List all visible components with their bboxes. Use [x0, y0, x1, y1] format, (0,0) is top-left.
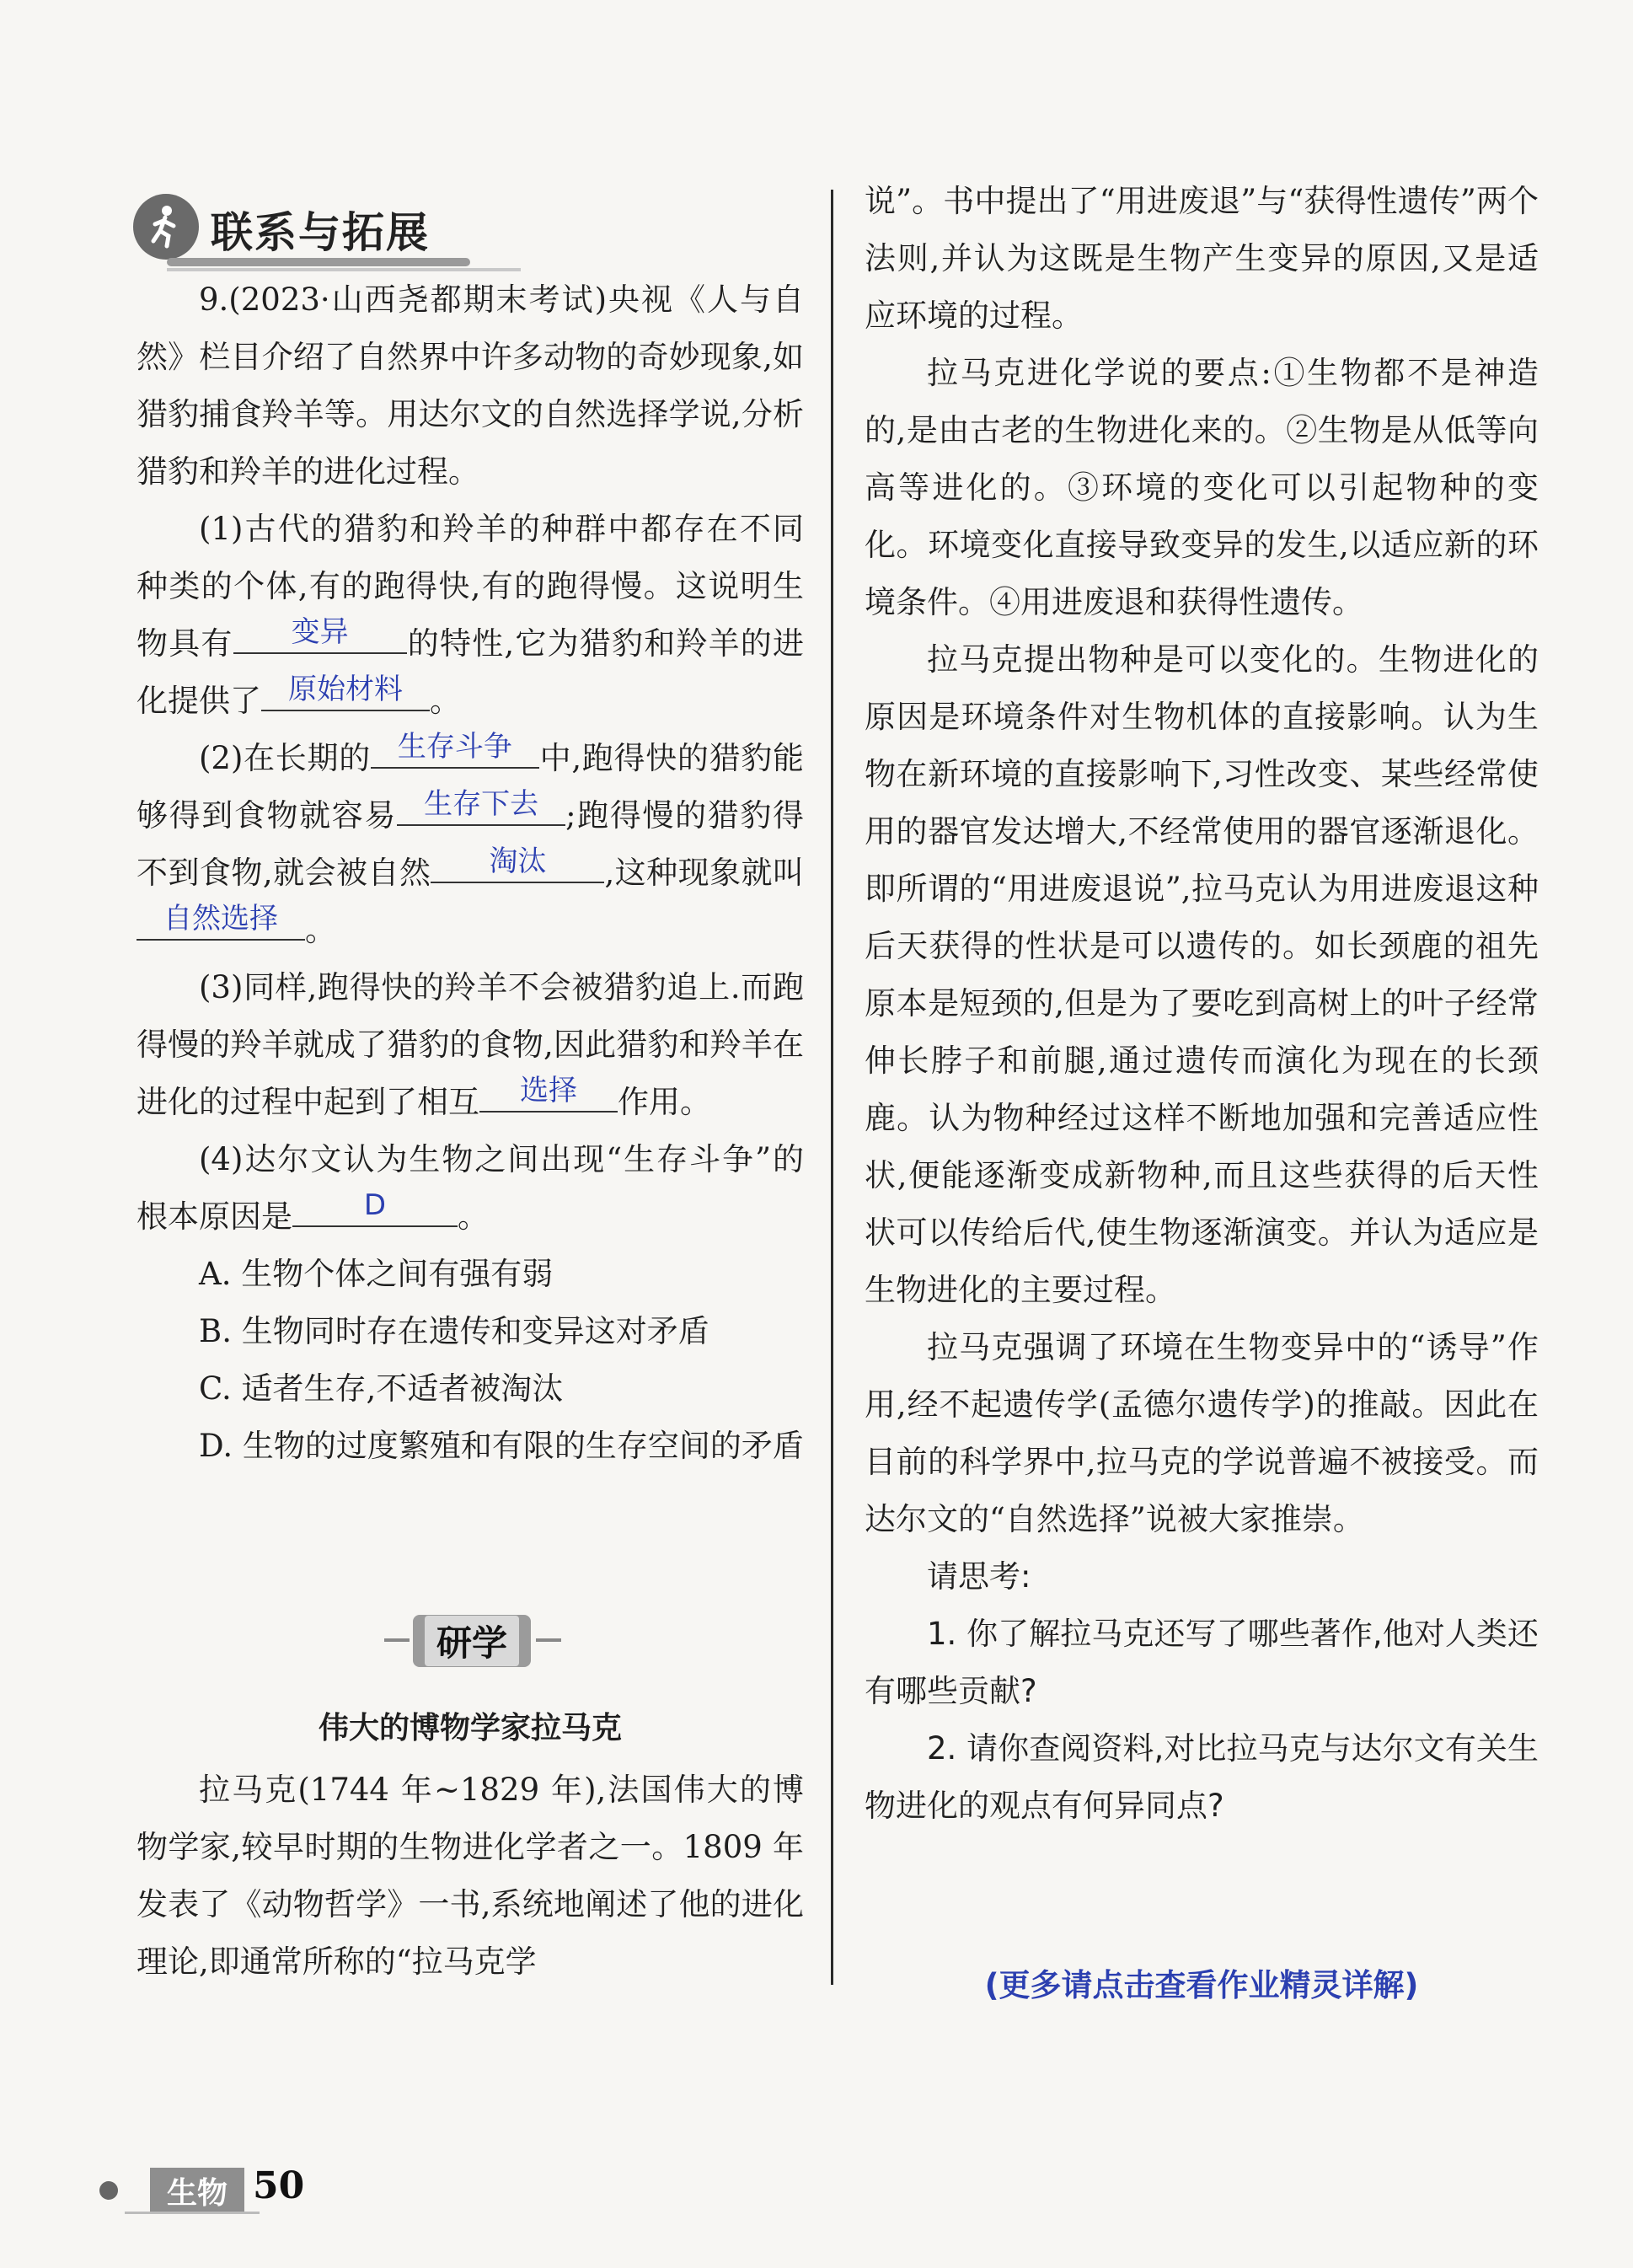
answer-blank-2	[261, 673, 430, 711]
footer-rule	[125, 2212, 260, 2214]
answer-text: D	[363, 1188, 387, 1222]
option-d: D. 生物的过度繁殖和有限的生存空间的矛盾	[199, 1428, 804, 1464]
answer-blank-4	[397, 787, 565, 826]
answer-blank-5	[431, 844, 604, 883]
answer-text: 自然选择	[163, 902, 278, 936]
answer-text: 变异	[291, 615, 349, 649]
q2-text-e: 。	[305, 912, 336, 948]
article-paragraph-3: 拉马克提出物种是可以变化的。生物进化的原因是环境条件对生物机体的直接影响。认为生物在新环境的直接影响下,习性改变、某些经常使用的器官发达增大,不经常使用的器官逐渐退化。即所谓的“用进废退说”,拉马克认为用进废退这种后天获得的性状是可以遗传的。如长颈鹿的祖先原本是短颈的,但是为了要吃到高树上的叶子经常伸长脖子和前腿,通过遗传而演化为现在的长颈鹿。认为物种经过这样不断地加强和完善适应性状,便能逐渐变成新物种,而且这些获得的后天性状可以传给后代,使生物逐渐演变。并认为适应是生物进化的主要过程。	[865, 641, 1539, 1308]
answer-text: 选择	[520, 1074, 577, 1107]
runner-icon	[133, 194, 199, 260]
page-number: 50	[253, 2164, 305, 2207]
think-question-1: 1. 你了解拉马克还写了哪些著作,他对人类还有哪些贡献?	[865, 1616, 1539, 1709]
section-title: 联系与拓展	[211, 208, 430, 257]
question-stem: 9.(2023·山西尧都期末考试)央视《人与自然》栏目介绍了自然界中许多动物的奇妙现象,如猎豹捕食羚羊等。用达尔文的自然选择学说,分析猎豹和羚羊的进化过程。	[137, 281, 804, 490]
answer-text: 淘汰	[489, 844, 547, 878]
answer-blank-7	[479, 1074, 618, 1113]
think-label: 请思考:	[927, 1558, 1031, 1595]
q1-text-c: 。	[430, 683, 461, 719]
label-box	[413, 1615, 531, 1667]
q2-text-d: ,这种现象就叫	[604, 855, 804, 891]
more-details-link[interactable]: (更多请点击查看作业精灵详解)	[984, 1967, 1419, 2003]
answer-blank-6	[137, 902, 305, 941]
column-divider	[831, 190, 833, 1985]
option-c: C. 适者生存,不适者被淘汰	[199, 1370, 564, 1407]
article-paragraph-1: 拉马克(1744 年~1829 年),法国伟大的博物学家,较早时期的生物进化学者之一。1809 年发表了《动物哲学》一书,系统地阐述了他的进化理论,即通常所称的“拉马克学	[137, 1772, 804, 1980]
answer-blank-8	[292, 1188, 458, 1227]
q1-text-a: (1)古代的猎豹和羚羊的种群中都存在不同种类的个体,有的跑得快,有的跑得慢。这说明生物具有	[137, 511, 804, 662]
sub-question-3	[137, 959, 804, 1131]
answer-text: 生存斗争	[397, 730, 512, 764]
sub-question-2	[137, 730, 804, 959]
q1-text-b: 的特性,它为猎豹和羚羊的进化提供了	[137, 625, 804, 719]
article-left-column	[137, 1761, 804, 1991]
option-a: A. 生物个体之间有强有弱	[199, 1256, 554, 1292]
q4-text-b: 。	[458, 1198, 489, 1235]
footer-dot-icon	[99, 2181, 118, 2200]
q3-text-a: (3)同样,跑得快的羚羊不会被猎豹追上.而跑得慢的羚羊就成了猎豹的食物,因此猎豹和羚羊在进化的过程中起到了相互	[137, 969, 804, 1120]
article-paragraph-2: 拉马克进化学说的要点:①生物都不是神造的,是由古老的生物进化来的。②生物是从低等向高等进化的。③环境的变化可以引起物种的变化。环境变化直接导致变异的发生,以适应新的环境条件。④用进废退和获得性遗传。	[865, 355, 1539, 620]
label-text: 研学	[425, 1616, 519, 1666]
article-continuation: 说”。书中提出了“用进废退”与“获得性遗传”两个法则,并认为这既是生物产生变异的原因,又是适应环境的过程。	[865, 183, 1539, 334]
section-banner	[133, 187, 487, 271]
q2-text-a: (2)在长期的	[199, 740, 371, 776]
answer-text: 生存下去	[424, 787, 539, 821]
article-paragraph-4: 拉马克强调了环境在生物变异中的“诱导”作用,经不起遗传学(孟德尔遗传学)的推敲。因此在目前的科学界中,拉马克的学说普遍不被接受。而达尔文的“自然选择”说被大家推崇。	[865, 1329, 1539, 1537]
article-title: 伟大的博物学家拉马克	[318, 1711, 622, 1745]
research-section-label	[396, 1611, 548, 1672]
sub-question-4	[137, 1131, 804, 1246]
question-9	[137, 271, 804, 1475]
label-decoration-right	[536, 1638, 561, 1642]
answer-blank-1	[233, 615, 407, 654]
option-b: B. 生物同时存在遗传和变异这对矛盾	[199, 1313, 709, 1349]
q2-text-c: ;跑得慢的猎豹得不到食物,就会被自然	[137, 797, 805, 891]
think-question-2: 2. 请你查阅资料,对比拉马克与达尔文有关生物进化的观点有何异同点?	[865, 1730, 1539, 1824]
sub-question-1	[137, 501, 804, 730]
q4-text-a: (4)达尔文认为生物之间出现“生存斗争”的根本原因是	[137, 1141, 804, 1235]
label-decoration-left	[384, 1638, 410, 1642]
subject-tab: 生物	[150, 2168, 244, 2213]
answer-text: 原始材料	[288, 673, 403, 706]
q3-text-b: 作用。	[618, 1084, 711, 1120]
answer-blank-3	[371, 730, 539, 769]
article-right-column	[865, 173, 1539, 1835]
banner-underline	[167, 258, 470, 266]
q2-text-b: 中,跑得快的猎豹能够得到食物就容易	[137, 740, 804, 834]
page-footer	[99, 2156, 352, 2215]
